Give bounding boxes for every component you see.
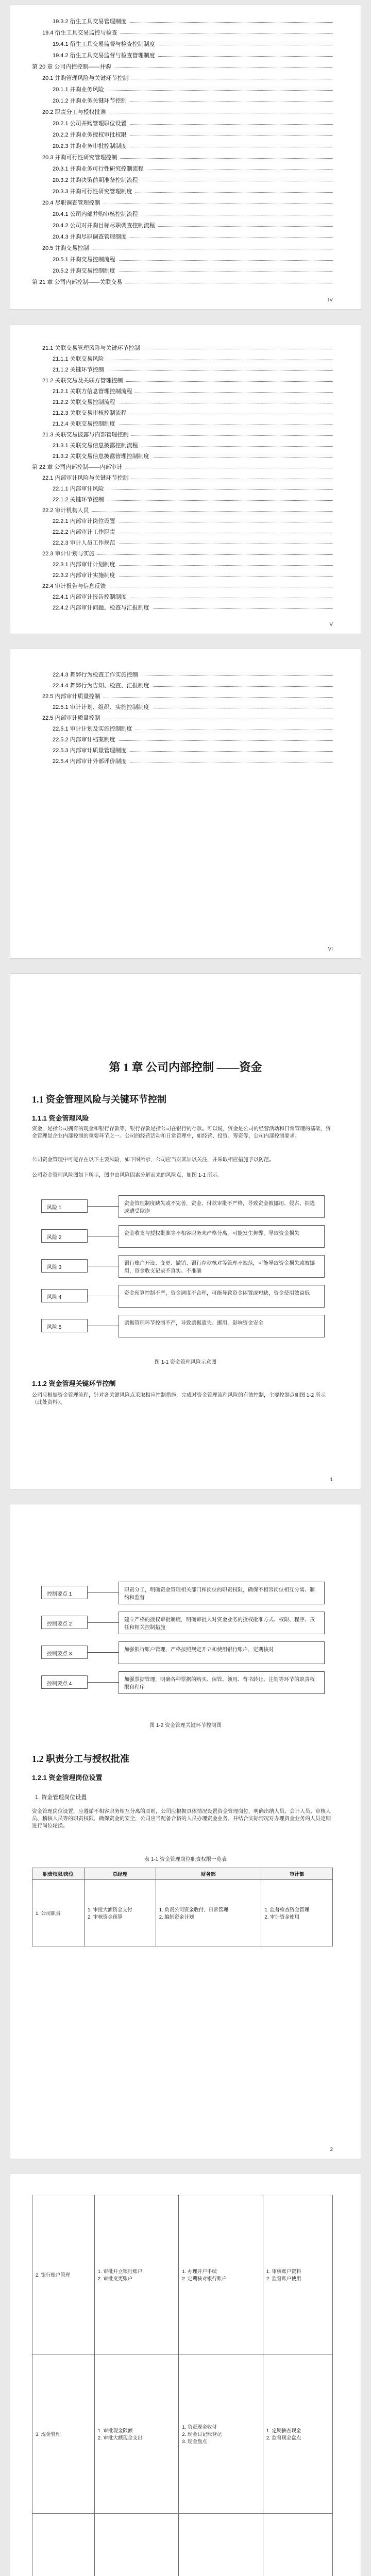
toc-entry-text: 20.3.2 并购决策前期准备控制流程 bbox=[53, 177, 141, 183]
section-heading: 1.1 资金管理风险与关键环节控制 bbox=[32, 1094, 166, 1105]
diagram-label: 风险 1 bbox=[41, 1199, 88, 1213]
connector-line bbox=[88, 1206, 119, 1207]
toc-entry-text: 20.3.1 并购业务可行性研究控制流程 bbox=[53, 166, 147, 172]
toc-entry[interactable] bbox=[42, 430, 333, 440]
paragraph: 公司资金管理风险图如下所示，图中由风险因素分解而来的风险点，如图 1-1 所示。 bbox=[32, 1173, 223, 1178]
toc-entry[interactable] bbox=[53, 209, 333, 219]
table-cell bbox=[263, 2514, 332, 2576]
diagram-label: 风险 5 bbox=[41, 1319, 88, 1332]
document-page-1 bbox=[10, 5, 361, 309]
toc-entry-text: 20.1.2 并购业务关键环节控制 bbox=[53, 98, 130, 104]
table-cell: 1. 负责现金收付 2. 现金日记账登记 3. 现金盘点 bbox=[179, 2354, 263, 2514]
table-header-cell: 总经理 bbox=[85, 1868, 156, 1880]
table-cell: 1. 监督检查资金管理 2. 审计资金使用 bbox=[261, 1880, 333, 1946]
toc-entry[interactable] bbox=[42, 473, 333, 483]
toc-entry-text: 21.2.1 关联方信息管理控制流程 bbox=[53, 388, 136, 395]
toc-entry[interactable] bbox=[53, 724, 333, 734]
toc-entry-text: 21.3 关联交易披露与内部管理控制 bbox=[42, 432, 131, 438]
page-number: 1 bbox=[330, 1477, 333, 1483]
page-number: 2 bbox=[330, 2147, 333, 2153]
toc-entry[interactable] bbox=[42, 198, 333, 208]
table-row bbox=[32, 2354, 333, 2514]
toc-entry-text: 20.5 并购交易控制 bbox=[42, 245, 92, 251]
toc-entry-text: 第 20 章 公司内控控制——并购 bbox=[32, 64, 114, 70]
toc-entry-text: 20.4.1 公司内部并购审核控制流程 bbox=[53, 211, 141, 217]
diagram-box: 票据管理环节控制不严，导致票据遗失、挪用，影响资金安全 bbox=[119, 1315, 325, 1337]
figure-caption: 图 1-2 资金管理关键环节控制图 bbox=[149, 1723, 222, 1728]
toc-entry[interactable] bbox=[53, 397, 333, 408]
connector-line bbox=[88, 1652, 119, 1653]
toc-entry-text: 20.2.2 并购业务授权审批权限 bbox=[53, 132, 130, 138]
toc-entry-text: 20.5.2 并购交易控制制度 bbox=[53, 268, 119, 274]
toc-entry[interactable] bbox=[53, 141, 333, 151]
toc-entry[interactable] bbox=[53, 96, 333, 106]
toc-entry-text: 20.3.3 并购可行性研究管理制度 bbox=[53, 189, 136, 195]
toc-entry[interactable] bbox=[53, 484, 333, 494]
document-page-5 bbox=[10, 1504, 361, 2159]
toc-entry[interactable] bbox=[53, 39, 333, 49]
toc-entry-text: 22.3.1 内部审计计划制度 bbox=[53, 562, 119, 568]
paragraph: 公司资金管理中可能存在以下主要风险，如下图所示，公司应当对其加以关注，并采取相应措施予以防范。 bbox=[32, 1157, 274, 1163]
toc-entry-text: 22.4.3 舞弊行为检查工作实施控制 bbox=[53, 672, 141, 678]
paragraph: 公司应根据资金管理流程，针对各关键风险点采取相应控制措施，完成对资金管理流程风险的有效控制，主要控制点如图 1-2 所示（此处资料）。 bbox=[32, 1393, 326, 1405]
table-cell: 1. 审核账户资料 2. 监督账户使用 bbox=[263, 2195, 332, 2354]
table-row bbox=[32, 2514, 333, 2576]
table-header-cell: 审计部 bbox=[261, 1868, 333, 1880]
toc-entry[interactable] bbox=[53, 187, 333, 197]
toc-entry[interactable] bbox=[53, 495, 333, 505]
toc-entry-text: 22.5.2 内部审计档案制度 bbox=[53, 737, 119, 743]
toc-entry[interactable] bbox=[53, 560, 333, 570]
toc-entry[interactable] bbox=[42, 243, 333, 253]
diagram-label: 风险 4 bbox=[41, 1289, 88, 1302]
section-heading: 1.2 职责分工与授权批准 bbox=[32, 1754, 129, 1764]
toc-entry-text: 21.2.2 关联交易控制流程 bbox=[53, 399, 119, 405]
diagram-box: 职责分工，明确资金管理相关部门和岗位的职责权限，确保不相容岗位相互分离、制约和监督 bbox=[119, 1582, 325, 1604]
toc-entry-text: 19.4 衍生工具交易监控与检查 bbox=[42, 30, 120, 36]
toc-entry-text: 22.5.4 内部审计外部评价制度 bbox=[53, 758, 130, 765]
table-cell: 1. 办理开户手续 2. 定期核对银行账户 bbox=[179, 2195, 263, 2354]
toc-entry[interactable] bbox=[53, 408, 333, 418]
toc-entry[interactable] bbox=[53, 603, 333, 613]
toc-entry-text: 20.1 并购管理风险与关键环节控制 bbox=[42, 75, 131, 81]
toc-entry-text: 第 22 章 公司内部控制——内部审计 bbox=[32, 464, 125, 470]
toc-entry-text: 22.1.2 关键环节控制 bbox=[53, 497, 107, 503]
toc-entry-text: 20.1.1 并购业务风险 bbox=[53, 87, 107, 93]
toc-entry[interactable] bbox=[53, 670, 333, 680]
page-number: IV bbox=[328, 297, 333, 303]
toc-entry[interactable] bbox=[32, 62, 333, 72]
figure-caption: 图 1-1 资金管理风险示意图 bbox=[154, 1360, 216, 1365]
toc-entry[interactable] bbox=[42, 505, 333, 516]
toc-entry[interactable] bbox=[53, 232, 333, 242]
table-cell: 1. 负责公司资金收付、日常管理 2. 编制资金计划 bbox=[156, 1880, 261, 1946]
toc-entry[interactable] bbox=[32, 277, 333, 287]
toc-entry-text: 第 21 章 公司内部控制——关联交易 bbox=[32, 279, 125, 285]
diagram-box: 资金管理制度缺失或不完善，资金、付款审批不严格，导致资金被挪用、侵占、抽逃或遭受欺诈 bbox=[119, 1195, 325, 1218]
toc-entry[interactable] bbox=[53, 538, 333, 548]
toc-entry-text: 22.3.2 内部审计实施制度 bbox=[53, 572, 119, 579]
toc-entry-text: 22.4.1 内部审计报告控制制度 bbox=[53, 594, 130, 600]
toc-entry[interactable] bbox=[53, 735, 333, 745]
toc-entry-text: 20.5.1 并购交易控制流程 bbox=[53, 257, 119, 263]
toc-entry[interactable] bbox=[42, 73, 333, 83]
page-number: V bbox=[329, 622, 333, 628]
toc-entry[interactable] bbox=[42, 376, 333, 386]
diagram-box: 资金收支与授权批准等不相容职务未严格分离，可能发生舞弊，导致资金损失 bbox=[119, 1225, 325, 1248]
toc-entry-text: 22.4.2 内部审计问题、检查与汇报制度 bbox=[53, 605, 153, 611]
toc-entry[interactable] bbox=[42, 691, 333, 702]
toc-entry[interactable] bbox=[53, 702, 333, 713]
toc-entry[interactable] bbox=[53, 50, 333, 61]
toc-entry-text: 22.2 审计机构人员 bbox=[42, 507, 92, 514]
table-cell: 1. 公司职责 bbox=[32, 1880, 85, 1946]
toc-entry-text: 20.2.3 并购业务审批控制制度 bbox=[53, 143, 130, 149]
diagram-label: 控制要点 1 bbox=[41, 1586, 88, 1599]
table-cell: 1. 定期抽查现金 2. 监督现金盘点 bbox=[263, 2354, 332, 2514]
toc-entry[interactable] bbox=[42, 549, 333, 559]
connector-line bbox=[88, 1592, 119, 1593]
toc-entry-text: 21.1.1 关联交易风险 bbox=[53, 356, 107, 362]
toc-entry[interactable] bbox=[53, 592, 333, 602]
toc-entry-text: 21.1.2 关键环节控制 bbox=[53, 367, 107, 373]
toc-entry[interactable] bbox=[42, 713, 333, 723]
toc-entry-text: 20.4.3 并购尽职调查管理制度 bbox=[53, 234, 130, 240]
table-cell: 2. 银行账户管理 bbox=[32, 2195, 95, 2354]
table-cell: 3. 现金管理 bbox=[32, 2354, 95, 2514]
toc-entry-text: 22.5 内部审计质量控制 bbox=[42, 693, 103, 700]
toc-entry[interactable] bbox=[53, 419, 333, 429]
toc-entry[interactable] bbox=[53, 570, 333, 581]
diagram-label: 控制要点 2 bbox=[41, 1616, 88, 1629]
paragraph: 资金，是指公司拥有的现金和银行存款等，银行存款是指公司在银行的存款。可以说，资金是公司的经营活动和日常管理的基础，资金管理是企业内部控制的重要环节之一。公司的经营活动和日常管理中，如经营、投资、筹资等，公司内部控制要求。 bbox=[32, 1126, 331, 1139]
diagram-box: 银行账户开设、变更、撤销、银行存款核对等管理不规范，可能导致资金损失或被挪用，资金收支记录不真实、不准确 bbox=[119, 1255, 325, 1278]
diagram-label: 控制要点 4 bbox=[41, 1675, 88, 1689]
toc-entry-text: 20.2.1 公司并购管理职位设置 bbox=[53, 121, 130, 127]
duty-table bbox=[32, 1868, 333, 1946]
toc-entry[interactable] bbox=[42, 152, 333, 163]
toc-entry[interactable] bbox=[42, 28, 333, 38]
toc-entry[interactable] bbox=[53, 164, 333, 174]
toc-entry-text: 21.2.4 关联交易控制制度 bbox=[53, 421, 119, 427]
diagram-box: 加强银行账户管理，严格按照规定开立和使用银行账户，定期核对 bbox=[119, 1641, 325, 1664]
toc-entry[interactable] bbox=[53, 745, 333, 756]
toc-entry[interactable] bbox=[53, 221, 333, 231]
subsection-heading: 1.1.1 资金管理风险 bbox=[32, 1114, 89, 1122]
toc-entry-text: 22.4 审计报告与信息反馈 bbox=[42, 583, 109, 589]
duty-table-continued bbox=[32, 2195, 333, 2576]
toc-entry[interactable] bbox=[53, 130, 333, 140]
table-cell: 1. 审批大额资金支付 2. 审核资金预算 bbox=[85, 1880, 156, 1946]
subsection-heading: 1.1.2 资金管理关键环节控制 bbox=[32, 1380, 116, 1387]
toc-entry[interactable] bbox=[53, 756, 333, 767]
toc-entry[interactable] bbox=[53, 175, 333, 185]
connector-line bbox=[88, 1682, 119, 1683]
table-cell: 1. 审批现金限额 2. 审批大额现金支出 bbox=[94, 2354, 179, 2514]
table-cell bbox=[32, 2514, 95, 2576]
toc-entry-text: 21.3.1 关联交易信息披露控制流程 bbox=[53, 443, 141, 449]
toc-entry-text: 19.3.2 衍生工具交易管理制度 bbox=[53, 19, 130, 25]
toc-entry[interactable] bbox=[53, 266, 333, 276]
toc-entry[interactable] bbox=[42, 343, 333, 353]
table-row bbox=[32, 1880, 333, 1946]
document-page-3 bbox=[10, 649, 361, 958]
toc-entry-text: 19.4.1 衍生工具交易监督与检查控制制度 bbox=[53, 41, 158, 47]
page-number: VI bbox=[328, 946, 333, 952]
toc-entry[interactable] bbox=[53, 451, 333, 462]
diagram-box: 建立严格的授权审批制度，明确审批人对资金业务的授权批准方式、权限、程序、责任和相关控制措施 bbox=[119, 1612, 325, 1634]
toc-entry[interactable] bbox=[42, 107, 333, 117]
toc-entry[interactable] bbox=[53, 84, 333, 95]
toc-entry-text: 22.1 内部审计风险与关键环节控制 bbox=[42, 475, 131, 481]
table-row bbox=[32, 2195, 333, 2354]
toc-entry-text: 22.2.3 审计人员工作规范 bbox=[53, 540, 119, 546]
toc-entry-text: 22.1.1 内部审计风险 bbox=[53, 486, 107, 492]
toc-entry-text: 22.5 内部审计质量控制 bbox=[42, 715, 103, 721]
toc-entry-text: 20.4 尽职调查管理控制 bbox=[42, 200, 103, 206]
table-header-cell: 财务部 bbox=[156, 1868, 261, 1880]
paragraph: 资金管理岗位设置，应遵循不相容职务相互分离的原则，公司应根据具体情况设置资金管理岗位，明确出纳人员、会计人员、审核人员、稽核人员等的职责权限，确保资金的安全，公司应当配备合格的人员办理资金业务，并结合实际情况对办理资金业务的人员定期进行岗位轮换。 bbox=[32, 1809, 331, 1829]
toc-entry-text: 21.3.2 关联交易信息披露管理控制制度 bbox=[53, 453, 153, 460]
chapter-title: 第 1 章 公司内部控制 ——资金 bbox=[109, 1061, 262, 1074]
document-page-2 bbox=[10, 325, 361, 634]
toc-entry[interactable] bbox=[53, 440, 333, 451]
toc-entry-text: 22.5.1 审计计划及实施控制制度 bbox=[53, 726, 136, 732]
toc-entry-text: 20.3 并购可行性研究管理控制 bbox=[42, 155, 120, 161]
toc-entry-text: 22.3 审计计划与实施 bbox=[42, 551, 97, 557]
toc-entry[interactable] bbox=[53, 255, 333, 265]
toc-entry[interactable] bbox=[53, 681, 333, 691]
toc-entry-text: 22.5.1 审计计划、组织、实施控制制度 bbox=[53, 704, 153, 710]
toc-entry-text: 21.1 关联交易管理风险与关键环节控制 bbox=[42, 345, 143, 351]
toc-entry-text: 21.2.3 关联交易审核控制流程 bbox=[53, 410, 130, 416]
document-page-6 bbox=[10, 2174, 361, 2576]
diagram-label: 风险 3 bbox=[41, 1259, 88, 1273]
toc-entry[interactable] bbox=[53, 365, 333, 375]
diagram-box: 加强票据管理，明确各种票据的购买、保管、领用、背书转让、注销等环节的职责权限和程序 bbox=[119, 1671, 325, 1694]
toc-entry-text: 19.4.2 衍生工具交易监督与检查管理制度 bbox=[53, 53, 158, 59]
toc-entry-text: 22.4.4 舞弊行为告知、检查、汇报制度 bbox=[53, 683, 153, 689]
toc-entry[interactable] bbox=[53, 527, 333, 537]
toc-entry[interactable] bbox=[53, 516, 333, 527]
toc-entry[interactable] bbox=[42, 581, 333, 591]
toc-entry-text: 22.2.2 内部审计工作职责 bbox=[53, 529, 119, 535]
toc-entry[interactable] bbox=[53, 354, 333, 364]
toc-entry[interactable] bbox=[53, 118, 333, 129]
table-cell bbox=[94, 2514, 179, 2576]
table-cell: 1. 审批开立银行账户 2. 审批变更账户 bbox=[94, 2195, 179, 2354]
toc-entry-text: 20.4.2 公司对并购目标尽职调查控制流程 bbox=[53, 223, 158, 229]
table-caption: 表 1-1 资金管理岗位职责权限一览表 bbox=[144, 1857, 227, 1862]
connector-line bbox=[88, 1622, 119, 1623]
diagram-box: 资金预算控制不严，资金调度不合理，可能导致资金闲置或短缺，资金使用效益低 bbox=[119, 1285, 325, 1308]
diagram-label: 控制要点 3 bbox=[41, 1646, 88, 1659]
toc-entry-text: 22.5.3 内部审计质量管理制度 bbox=[53, 748, 130, 754]
document-page-4 bbox=[10, 974, 361, 1489]
table-cell bbox=[179, 2514, 263, 2576]
toc-entry[interactable] bbox=[53, 16, 333, 27]
toc-entry[interactable] bbox=[53, 386, 333, 397]
diagram-label: 风险 2 bbox=[41, 1229, 88, 1243]
toc-entry-text: 20.2 职责分工与授权批准 bbox=[42, 109, 109, 115]
toc-entry[interactable] bbox=[32, 462, 333, 472]
table-header-cell: 职责权限/岗位 bbox=[32, 1868, 85, 1880]
subsection-heading: 1. 资金管理岗位设置 bbox=[35, 1794, 87, 1801]
subsection-heading: 1.2.1 资金管理岗位设置 bbox=[32, 1774, 103, 1782]
toc-entry-text: 22.2.1 内部审计岗位设置 bbox=[53, 518, 119, 524]
toc-entry-text: 21.2 关联交易及关联方管理控制 bbox=[42, 378, 126, 384]
